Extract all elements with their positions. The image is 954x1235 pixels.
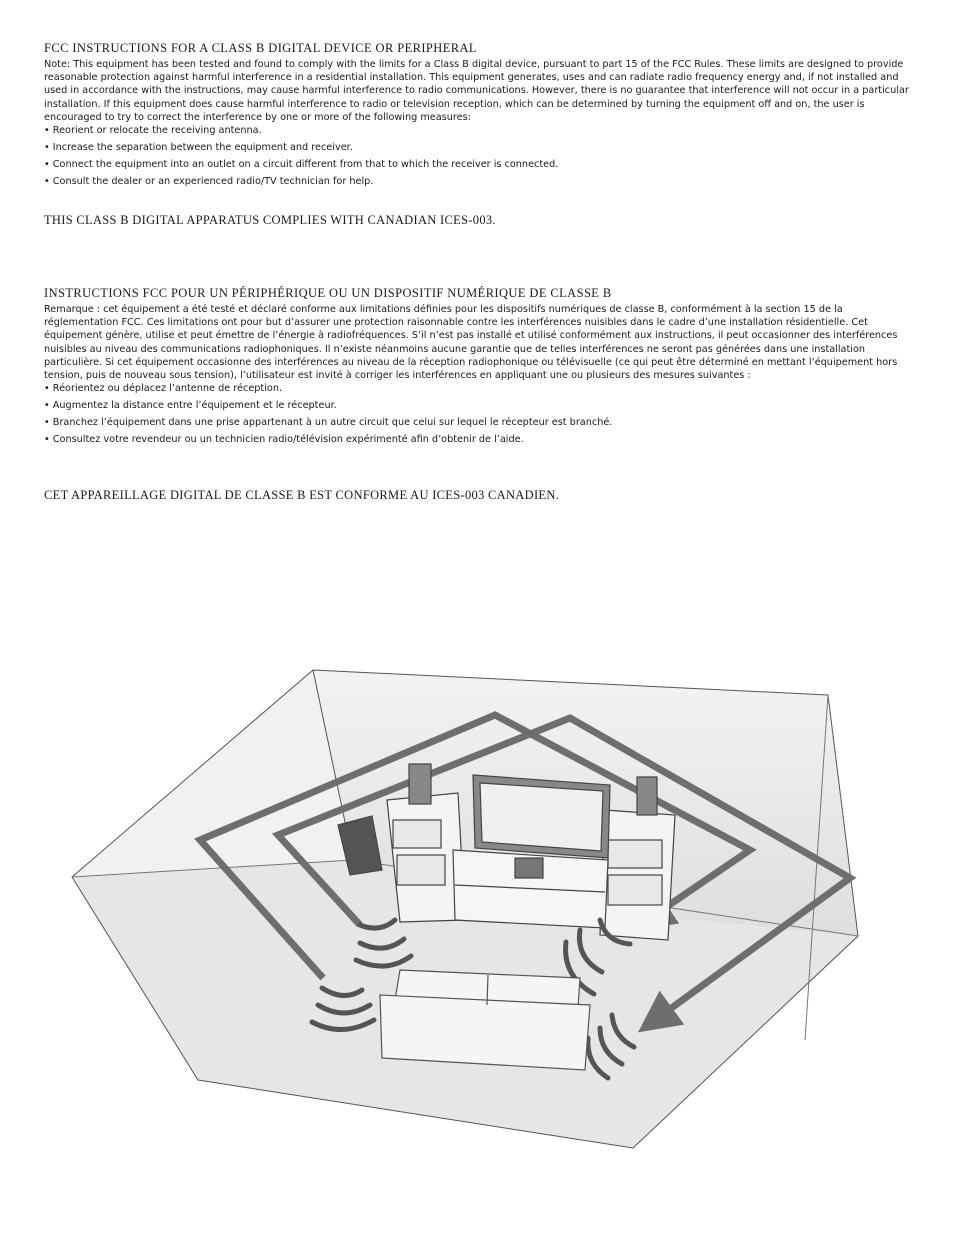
french-compliance-statement: CET APPAREILLAGE DIGITAL DE CLASSE B EST CONFORME AU ICES-003 CANADIEN. <box>44 488 560 502</box>
english-measure-item: • Consult the dealer or an experienced radio/TV technician for help. <box>44 176 374 188</box>
sofa <box>380 970 590 1070</box>
french-measure-item: • Augmentez la distance entre l’équipement et le récepteur. <box>44 400 337 412</box>
english-measure-item: • Increase the separation between the equipment and receiver. <box>44 142 353 154</box>
english-measure-item: • Connect the equipment into an outlet on a circuit different from that to which the receiver is connected. <box>44 159 559 171</box>
french-fcc-section <box>44 285 912 450</box>
french-measures-list <box>44 382 912 446</box>
home-theater-room-illustration <box>60 660 870 1155</box>
english-fcc-section <box>44 40 912 192</box>
french-measure-item: • Consultez votre revendeur ou un technicien radio/télévision expérimenté afin d’obtenir de l’aide. <box>44 434 524 446</box>
english-heading: FCC INSTRUCTIONS FOR A CLASS B DIGITAL DEVICE OR PERIPHERAL <box>44 41 477 55</box>
french-measure-item: • Branchez l’équipement dans une prise appartenant à un autre circuit que celui sur lequel le récepteur est branché. <box>44 417 613 429</box>
english-note: Note: This equipment has been tested and found to comply with the limits for a Class B digital device, pursuant to part 15 of the FCC Rules. These limits are designed to provide reasonable protection against harmful interference in a residential installation. This equipment generates, uses and can radiate radio frequency energy and, if not installed and used in accordance with the instructions, may cause harmful interference to radio communications. However, there is no guarantee that interference will not occur in a particular installation. If this equipment does cause harmful interference to radio or television reception, which can be determined by turning the equipment off and on, the user is encouraged to try to correct the interference by one or more of the following measures: <box>44 59 909 123</box>
french-note: Remarque : cet équipement a été testé et déclaré conforme aux limitations définies pour les dispositifs numériques de classe B, conformément à la section 15 de la réglementation FCC. Ces limitations ont pour but d’assurer une protection raisonnable contre les interférences nuisibles dans le cadre d’une installation résidentielle. Cet équipement génère, utilise et peut émettre de l’énergie à radiofréquences. S’il n’est pas installé et utilisé conformément aux instructions, il peut occasionner des interférences nuisibles au niveau des communications radiophoniques. Il n’existe néanmoins aucune garantie que de telles interférences ne seront pas générées dans une installation particulière. Si cet équipement occasionne des interférences au niveau de la réception radiophonique ou télévisuelle (ce qui peut être déterminé en mettant l’équipement hors tension, puis de nouveau sous tension), l’utilisateur est invité à corriger les interférences en appliquant une ou plusieurs des mesures suivantes : <box>44 304 898 382</box>
english-measure-item: • Reorient or relocate the receiving antenna. <box>44 125 262 137</box>
french-heading: INSTRUCTIONS FCC POUR UN PÉRIPHÉRIQUE OU UN DISPOSITIF NUMÉRIQUE DE CLASSE B <box>44 286 612 300</box>
french-measure-item: • Réorientez ou déplacez l’antenne de réception. <box>44 383 283 395</box>
english-compliance-statement: THIS CLASS B DIGITAL APPARATUS COMPLIES WITH CANADIAN ICES-003. <box>44 213 496 227</box>
english-measures-list <box>44 124 912 188</box>
